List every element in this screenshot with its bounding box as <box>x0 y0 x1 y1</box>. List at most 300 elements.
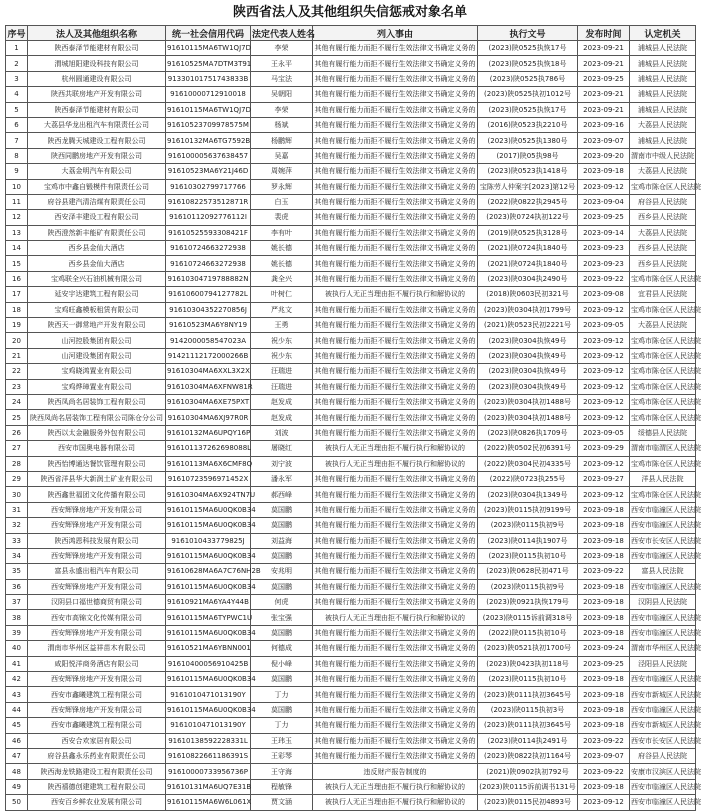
legal-rep: 姚长德 <box>251 256 313 271</box>
authority: 浦城县人民法院 <box>630 56 696 71</box>
row-index: 34 <box>6 548 28 563</box>
legal-rep: 赵发成 <box>251 394 313 409</box>
table-row <box>6 348 696 363</box>
legal-rep: 丁力 <box>251 687 313 702</box>
col-doc-number-header: 执行文号 <box>478 26 578 41</box>
table-row <box>6 364 696 379</box>
org-name: 咸阳悦洋商务酒店有限公司 <box>28 656 166 671</box>
reason: 其他有履行能力而拒不履行生效法律文书确定义务的 <box>313 56 478 71</box>
doc-number: (2022)陕0723执255号 <box>478 471 578 486</box>
org-name: 府谷县鑫永乐药业有限责任公司 <box>28 748 166 763</box>
publish-date: 2023-09-27 <box>578 471 630 486</box>
doc-number: (2023)陕0304执初1488号 <box>478 394 578 409</box>
credit-code: 91610304MA6XXL3X2X <box>166 364 251 379</box>
row-index: 41 <box>6 656 28 671</box>
publish-date: 2023-09-12 <box>578 379 630 394</box>
legal-rep: 汪瑞进 <box>251 364 313 379</box>
row-index: 13 <box>6 225 28 240</box>
credit-code: 91610523709978575M <box>166 117 251 132</box>
publish-date: 2023-09-08 <box>578 287 630 302</box>
doc-number: (2023)陕0111执初3645号 <box>478 718 578 733</box>
credit-code: 91610115MA6TW1QJ7D <box>166 102 251 117</box>
authority: 大荔县人民法院 <box>630 318 696 333</box>
row-index: 17 <box>6 287 28 302</box>
table-row <box>6 687 696 702</box>
col-reason-header: 列入事由 <box>313 26 478 41</box>
row-index: 33 <box>6 533 28 548</box>
authority: 府谷县人民法院 <box>630 194 696 209</box>
col-credit-code-header: 统一社会信用代码 <box>166 26 251 41</box>
table-row <box>6 748 696 763</box>
reason: 其他有履行能力而拒不履行生效法律文书确定义务的 <box>313 364 478 379</box>
table-row <box>6 641 696 656</box>
authority: 大荔县人民法院 <box>630 225 696 240</box>
doc-number: (2023)陕0523执1418号 <box>478 164 578 179</box>
doc-number: (2017)陕05执98号 <box>478 148 578 163</box>
org-name: 陕西海龙铁路建设工程有限责任公司 <box>28 764 166 779</box>
credit-code: 91610000712910018 <box>166 87 251 102</box>
authority: 宜君县人民法院 <box>630 287 696 302</box>
table-row <box>6 764 696 779</box>
org-name: 陕西鸿恩科技发展有限公司 <box>28 533 166 548</box>
credit-code: 91610113MA6X6CMF8Q <box>166 456 251 471</box>
reason: 其他有履行能力而拒不履行生效法律文书确定义务的 <box>313 487 478 502</box>
row-index: 31 <box>6 502 28 517</box>
doc-number: (2023)陕0115执初10号 <box>478 672 578 687</box>
legal-rep: 汪瑞进 <box>251 379 313 394</box>
doc-number: (2021)陕0724执1840号 <box>478 256 578 271</box>
authority: 绥德县人民法院 <box>630 425 696 440</box>
org-name: 西安辉锋房地产开发有限公司 <box>28 625 166 640</box>
reason: 其他有履行能力而拒不履行生效法律文书确定义务的 <box>313 379 478 394</box>
table-row <box>6 241 696 256</box>
authority: 西安市临潼区人民法院 <box>630 548 696 563</box>
org-name: 宝鸡旺鑫模板租赁有限公司 <box>28 302 166 317</box>
publish-date: 2023-09-18 <box>578 779 630 794</box>
table-row <box>6 225 696 240</box>
table-row <box>6 672 696 687</box>
publish-date: 2023-09-18 <box>578 718 630 733</box>
row-index: 27 <box>6 441 28 456</box>
reason: 其他有履行能力而拒不履行生效法律文书确定义务的 <box>313 672 478 687</box>
col-name-header: 法人及其他组织名称 <box>28 26 166 41</box>
credit-code: 9161010471013190Y <box>166 718 251 733</box>
legal-rep: 罗永辉 <box>251 179 313 194</box>
reason: 违反财产报告制度的 <box>313 764 478 779</box>
credit-code: 91610304MA6XE75PXT <box>166 394 251 409</box>
org-name: 宝鸡烨璋置业有限公司 <box>28 379 166 394</box>
authority: 安康市汉滨区人民法院 <box>630 764 696 779</box>
header-row <box>6 26 696 41</box>
reason: 其他有履行能力而拒不履行生效法律文书确定义务的 <box>313 471 478 486</box>
publish-date: 2023-09-12 <box>578 333 630 348</box>
legal-rep: 贾文涵 <box>251 795 313 810</box>
reason: 其他有履行能力而拒不履行生效法律文书确定义务的 <box>313 733 478 748</box>
doc-number: (2023)陕0921执恢179号 <box>478 595 578 610</box>
row-index: 10 <box>6 179 28 194</box>
reason: 其他有履行能力而拒不履行生效法律文书确定义务的 <box>313 502 478 517</box>
org-name: 大荔金明汽车有限公司 <box>28 164 166 179</box>
authority: 宝鸡市陈仓区人民法院 <box>630 456 696 471</box>
publish-date: 2023-09-07 <box>578 133 630 148</box>
credit-code: 91610304MA6XFNW81R <box>166 379 251 394</box>
doc-number: (2022)陕0304民初4335号 <box>478 456 578 471</box>
row-index: 12 <box>6 210 28 225</box>
org-name: 山河控股集团有限公司 <box>28 333 166 348</box>
reason: 其他有履行能力而拒不履行生效法律文书确定义务的 <box>313 333 478 348</box>
credit-code: 91610302799717766 <box>166 179 251 194</box>
row-index: 26 <box>6 425 28 440</box>
credit-code: 91610115MA6U0QK0B34 <box>166 625 251 640</box>
authority: 大荔县人民法院 <box>630 164 696 179</box>
org-name: 陕西以太金融服务外包有限公司 <box>28 425 166 440</box>
publish-date: 2023-09-14 <box>578 225 630 240</box>
table-row <box>6 579 696 594</box>
doc-number: (2023)陕0304执恢49号 <box>478 333 578 348</box>
reason: 其他有履行能力而拒不履行生效法律文书确定义务的 <box>313 625 478 640</box>
authority: 西安市长安区人民法院 <box>630 533 696 548</box>
table-header <box>6 26 696 41</box>
org-name: 西安泽丰建设工程有限公司 <box>28 210 166 225</box>
legal-rep: 王守海 <box>251 764 313 779</box>
legal-rep: 程敏锋 <box>251 779 313 794</box>
row-index: 1 <box>6 41 28 56</box>
doc-number: (2021)陕0902执初792号 <box>478 764 578 779</box>
doc-number: 宝陈劳人仲案字[2023]第12号 <box>478 179 578 194</box>
table-row <box>6 333 696 348</box>
table-row <box>6 487 696 502</box>
doc-number: (2023)陕0724执初122号 <box>478 210 578 225</box>
row-index: 11 <box>6 194 28 209</box>
publish-date: 2023-09-18 <box>578 672 630 687</box>
legal-rep: 祝少东 <box>251 333 313 348</box>
legal-rep: 倪小峰 <box>251 656 313 671</box>
org-name: 大荔县华龙出租汽车有限责任公司 <box>28 117 166 132</box>
legal-rep: 吴朝阳 <box>251 87 313 102</box>
credit-code: 91610115MA6U0QK0B34 <box>166 502 251 517</box>
doc-number: (2023)陕0525执初1012号 <box>478 87 578 102</box>
authority: 西安市临潼区人民法院 <box>630 795 696 810</box>
doc-number: (2021)陕0523民初2221号 <box>478 318 578 333</box>
credit-code: 91610115MA6U0QK0B34 <box>166 579 251 594</box>
doc-number: (2023)陕0525执恢18号 <box>478 56 578 71</box>
row-index: 28 <box>6 456 28 471</box>
legal-rep: 叶树仁 <box>251 287 313 302</box>
legal-rep: 王彩琴 <box>251 748 313 763</box>
row-index: 46 <box>6 733 28 748</box>
publish-date: 2023-09-29 <box>578 441 630 456</box>
org-name: 西安市高锦文化传媒有限公司 <box>28 610 166 625</box>
legal-rep: 马宝法 <box>251 71 313 86</box>
table-row <box>6 533 696 548</box>
row-index: 4 <box>6 87 28 102</box>
col-publish-date-header: 发布时间 <box>578 26 630 41</box>
reason: 其他有履行能力而拒不履行生效法律文书确定义务的 <box>313 210 478 225</box>
reason: 其他有履行能力而拒不履行生效法律文书确定义务的 <box>313 394 478 409</box>
doc-number: (2023)陕0304执恢49号 <box>478 364 578 379</box>
doc-number: (2022)陕0502民初6391号 <box>478 441 578 456</box>
reason: 其他有履行能力而拒不履行生效法律文书确定义务的 <box>313 117 478 132</box>
authority: 西安市新城区人民法院 <box>630 687 696 702</box>
row-index: 14 <box>6 241 28 256</box>
publish-date: 2023-09-21 <box>578 102 630 117</box>
org-name: 陕西鑫世福团文化传播有限公司 <box>28 487 166 502</box>
authority: 浦城县人民法院 <box>630 41 696 56</box>
authority: 西安市长安区人民法院 <box>630 733 696 748</box>
row-index: 6 <box>6 117 28 132</box>
publish-date: 2023-09-18 <box>578 548 630 563</box>
doc-number: (2023)陕0115执初9号 <box>478 579 578 594</box>
reason: 其他有履行能力而拒不履行生效法律文书确定义务的 <box>313 133 478 148</box>
credit-code: 91610724663272938 <box>166 241 251 256</box>
row-index: 22 <box>6 364 28 379</box>
credit-code: 91610131MA6UQ7E31B <box>166 779 251 794</box>
reason: 其他有履行能力而拒不履行生效法律文书确定义务的 <box>313 564 478 579</box>
org-name: 陕西禧德创建建筑工程有限公司 <box>28 779 166 794</box>
publish-date: 2023-09-18 <box>578 579 630 594</box>
org-name: 宝鸡联全兴石油机械有限公司 <box>28 271 166 286</box>
table-row <box>6 41 696 56</box>
org-name: 陕西同鹏房地产开发有限公司 <box>28 148 166 163</box>
publish-date: 2023-09-25 <box>578 210 630 225</box>
org-name: 西安市国奥电器有限公司 <box>28 441 166 456</box>
credit-code: 91610304MA6X924TN7U <box>166 487 251 502</box>
publish-date: 2023-09-12 <box>578 179 630 194</box>
org-name: 陕西凤尚名居装饰工程有限公司 <box>28 394 166 409</box>
credit-code: 91610132MA6TG7592B <box>166 133 251 148</box>
row-index: 19 <box>6 318 28 333</box>
row-index: 44 <box>6 702 28 717</box>
reason: 其他有履行能力而拒不履行生效法律文书确定义务的 <box>313 702 478 717</box>
reason: 其他有履行能力而拒不履行生效法律文书确定义务的 <box>313 718 478 733</box>
doc-number: (2016)陕0523执2210号 <box>478 117 578 132</box>
publish-date: 2023-09-18 <box>578 502 630 517</box>
table-row <box>6 733 696 748</box>
row-index: 40 <box>6 641 28 656</box>
legal-rep: 王勇 <box>251 318 313 333</box>
credit-code: 91610523MA6Y21J46D <box>166 164 251 179</box>
publish-date: 2023-09-05 <box>578 318 630 333</box>
table-row <box>6 379 696 394</box>
row-index: 42 <box>6 672 28 687</box>
doc-number: (2023)陕0115执初9199号 <box>478 502 578 517</box>
publish-date: 2023-09-23 <box>578 241 630 256</box>
legal-rep: 安兆明 <box>251 564 313 579</box>
org-name: 西安百乡鲜农业发展有限公司 <box>28 795 166 810</box>
reason: 其他有履行能力而拒不履行生效法律文书确定义务的 <box>313 271 478 286</box>
legal-rep: 莫国鹏 <box>251 579 313 594</box>
legal-rep: 赵发成 <box>251 410 313 425</box>
authority: 浦城县人民法院 <box>630 102 696 117</box>
row-index: 35 <box>6 564 28 579</box>
org-name: 汉阴县口福世德商贸有限公司 <box>28 595 166 610</box>
col-authority-header: 认定机关 <box>630 26 696 41</box>
authority: 宝鸡市陈仓区人民法院 <box>630 271 696 286</box>
doc-number: (2019)陕0525执3128号 <box>478 225 578 240</box>
authority: 泾阳县人民法院 <box>630 656 696 671</box>
authority: 宝鸡市陈仓区人民法院 <box>630 394 696 409</box>
authority: 西安市新城区人民法院 <box>630 718 696 733</box>
publish-date: 2023-09-12 <box>578 394 630 409</box>
legal-rep: 祝少东 <box>251 348 313 363</box>
publish-date: 2023-09-18 <box>578 702 630 717</box>
table-row <box>6 194 696 209</box>
org-name: 西安辉锋房地产开发有限公司 <box>28 579 166 594</box>
table-row <box>6 441 696 456</box>
table-row <box>6 548 696 563</box>
table-body <box>6 41 701 811</box>
row-index: 16 <box>6 271 28 286</box>
table-row <box>6 425 696 440</box>
table-row <box>6 271 696 286</box>
credit-code: 91610525593308421F <box>166 225 251 240</box>
credit-code: 91610304MA6XJ97R0R <box>166 410 251 425</box>
authority: 渭南市华州区人民法院 <box>630 641 696 656</box>
table-row <box>6 102 696 117</box>
credit-code: 91610724663272938 <box>166 256 251 271</box>
doc-number: (2023)陕0304执初1799号 <box>478 302 578 317</box>
authority: 西乡县人民法院 <box>630 256 696 271</box>
col-index-header: 序号 <box>6 26 28 41</box>
doc-number: (2023)陕0115执初3号 <box>478 702 578 717</box>
row-index: 23 <box>6 379 28 394</box>
legal-rep: 何德成 <box>251 641 313 656</box>
doc-number: (2023)陕0115诉前调318号 <box>478 610 578 625</box>
credit-code: 91610000733956736P <box>166 764 251 779</box>
doc-number: (2023)陕0826执1709号 <box>478 425 578 440</box>
org-name: 宝鸡晓鸿置业有限公司 <box>28 364 166 379</box>
publish-date: 2023-09-20 <box>578 148 630 163</box>
authority: 洋县人民法院 <box>630 471 696 486</box>
publish-date: 2023-09-12 <box>578 348 630 363</box>
table-row <box>6 56 696 71</box>
reason: 其他有履行能力而拒不履行生效法律文书确定义务的 <box>313 410 478 425</box>
legal-rep: 何虎 <box>251 595 313 610</box>
legal-rep: 王玮玉 <box>251 733 313 748</box>
credit-code: 9161010433779825J <box>166 533 251 548</box>
publish-date: 2023-09-22 <box>578 271 630 286</box>
org-name: 西安辉锋房地产开发有限公司 <box>28 702 166 717</box>
authority: 西安市临潼区人民法院 <box>630 518 696 533</box>
legal-rep: 郝西峰 <box>251 487 313 502</box>
table-row <box>6 87 696 102</box>
credit-code: 91421112172000266B <box>166 348 251 363</box>
org-name: 渭南市华州区益祥苗木有限公司 <box>28 641 166 656</box>
row-index: 18 <box>6 302 28 317</box>
table-row <box>6 164 696 179</box>
legal-rep: 莫国鹏 <box>251 625 313 640</box>
credit-code: 91610521MA6YBNN001 <box>166 641 251 656</box>
legal-rep: 严兆文 <box>251 302 313 317</box>
credit-code: 91610115MA6TYPWC1U <box>166 610 251 625</box>
doc-number: (2023)陕0115执初10号 <box>478 548 578 563</box>
publish-date: 2023-09-21 <box>578 56 630 71</box>
legal-rep: 刘宁波 <box>251 456 313 471</box>
publish-date: 2023-09-16 <box>578 117 630 132</box>
publish-date: 2023-09-12 <box>578 795 630 810</box>
credit-code: 91610525MA7DTM3T91 <box>166 56 251 71</box>
publish-date: 2023-09-18 <box>578 595 630 610</box>
credit-code: 91610600794127782L <box>166 287 251 302</box>
authority: 西安市临潼区人民法院 <box>630 702 696 717</box>
doc-number: (2018)陕0603民初321号 <box>478 287 578 302</box>
credit-code: 9142000058547023A <box>166 333 251 348</box>
row-index: 25 <box>6 410 28 425</box>
row-index: 24 <box>6 394 28 409</box>
table-row <box>6 302 696 317</box>
org-name: 宝鸡市中鑫自锻模件有限责任公司 <box>28 179 166 194</box>
legal-rep: 吴嘉 <box>251 148 313 163</box>
reason: 其他有履行能力而拒不履行生效法律文书确定义务的 <box>313 148 478 163</box>
row-index: 29 <box>6 471 28 486</box>
legal-rep: 莫国鹏 <box>251 548 313 563</box>
reason: 其他有履行能力而拒不履行生效法律文书确定义务的 <box>313 71 478 86</box>
doc-number: (2023)陕0304执2490号 <box>478 271 578 286</box>
publish-date: 2023-09-25 <box>578 71 630 86</box>
row-index: 37 <box>6 595 28 610</box>
doc-number: (2023)陕0114执1907号 <box>478 533 578 548</box>
legal-rep: 李有叶 <box>251 225 313 240</box>
table-row <box>6 117 696 132</box>
credit-code: 916101137262698088L <box>166 441 251 456</box>
credit-code: 91610115MA6W6L061X <box>166 795 251 810</box>
org-name: 西安市鑫曦建筑工程有限公司 <box>28 687 166 702</box>
legal-rep: 白玉 <box>251 194 313 209</box>
reason: 其他有履行能力而拒不履行生效法律文书确定义务的 <box>313 348 478 363</box>
doc-number: (2023)陕0115民初4893号 <box>478 795 578 810</box>
legal-rep: 丁力 <box>251 718 313 733</box>
reason: 其他有履行能力而拒不履行生效法律文书确定义务的 <box>313 87 478 102</box>
org-name: 杭州圆通建设有限公司 <box>28 71 166 86</box>
row-index: 50 <box>6 795 28 810</box>
publish-date: 2023-09-18 <box>578 518 630 533</box>
table-row <box>6 595 696 610</box>
row-index: 9 <box>6 164 28 179</box>
col-legal-rep-header: 法定代表人姓名 <box>251 26 313 41</box>
row-index: 5 <box>6 102 28 117</box>
reason: 其他有履行能力而拒不履行生效法律文书确定义务的 <box>313 425 478 440</box>
row-index: 39 <box>6 625 28 640</box>
table-row <box>6 702 696 717</box>
publish-date: 2023-09-18 <box>578 625 630 640</box>
legal-rep: 莫国鹏 <box>251 702 313 717</box>
org-name: 西乡县金仙大酒店 <box>28 256 166 271</box>
row-index: 15 <box>6 256 28 271</box>
org-name: 西安合欢家居有限公司 <box>28 733 166 748</box>
legal-rep: 莫国鹏 <box>251 672 313 687</box>
credit-code: 91610115MA6U0QK0B34 <box>166 672 251 687</box>
credit-code: 91610112092776112I <box>166 210 251 225</box>
publish-date: 2023-09-18 <box>578 610 630 625</box>
reason: 被执行人无正当理由拒不履行执行和解协议的 <box>313 456 478 471</box>
publish-date: 2023-09-21 <box>578 41 630 56</box>
reason: 其他有履行能力而拒不履行生效法律文书确定义务的 <box>313 595 478 610</box>
doc-number: (2022)陕0115执初10号 <box>478 625 578 640</box>
doc-number: (2023)陕0628民初471号 <box>478 564 578 579</box>
row-index: 8 <box>6 148 28 163</box>
org-name: 西安辉锋房地产开发有限公司 <box>28 548 166 563</box>
row-index: 21 <box>6 348 28 363</box>
credit-code: 91610822573512871R <box>166 194 251 209</box>
legal-rep: 刘益海 <box>251 533 313 548</box>
reason: 其他有履行能力而拒不履行生效法律文书确定义务的 <box>313 318 478 333</box>
table-row <box>6 625 696 640</box>
table-row <box>6 256 696 271</box>
org-name: 陕西凤尚名居装饰工程有限公司陈仓分公司 <box>28 410 166 425</box>
doc-number: (2021)陕0724执1840号 <box>478 241 578 256</box>
doc-number: (2023)陕0115执初9号 <box>478 518 578 533</box>
authority: 宝鸡市陈仓区人民法院 <box>630 179 696 194</box>
